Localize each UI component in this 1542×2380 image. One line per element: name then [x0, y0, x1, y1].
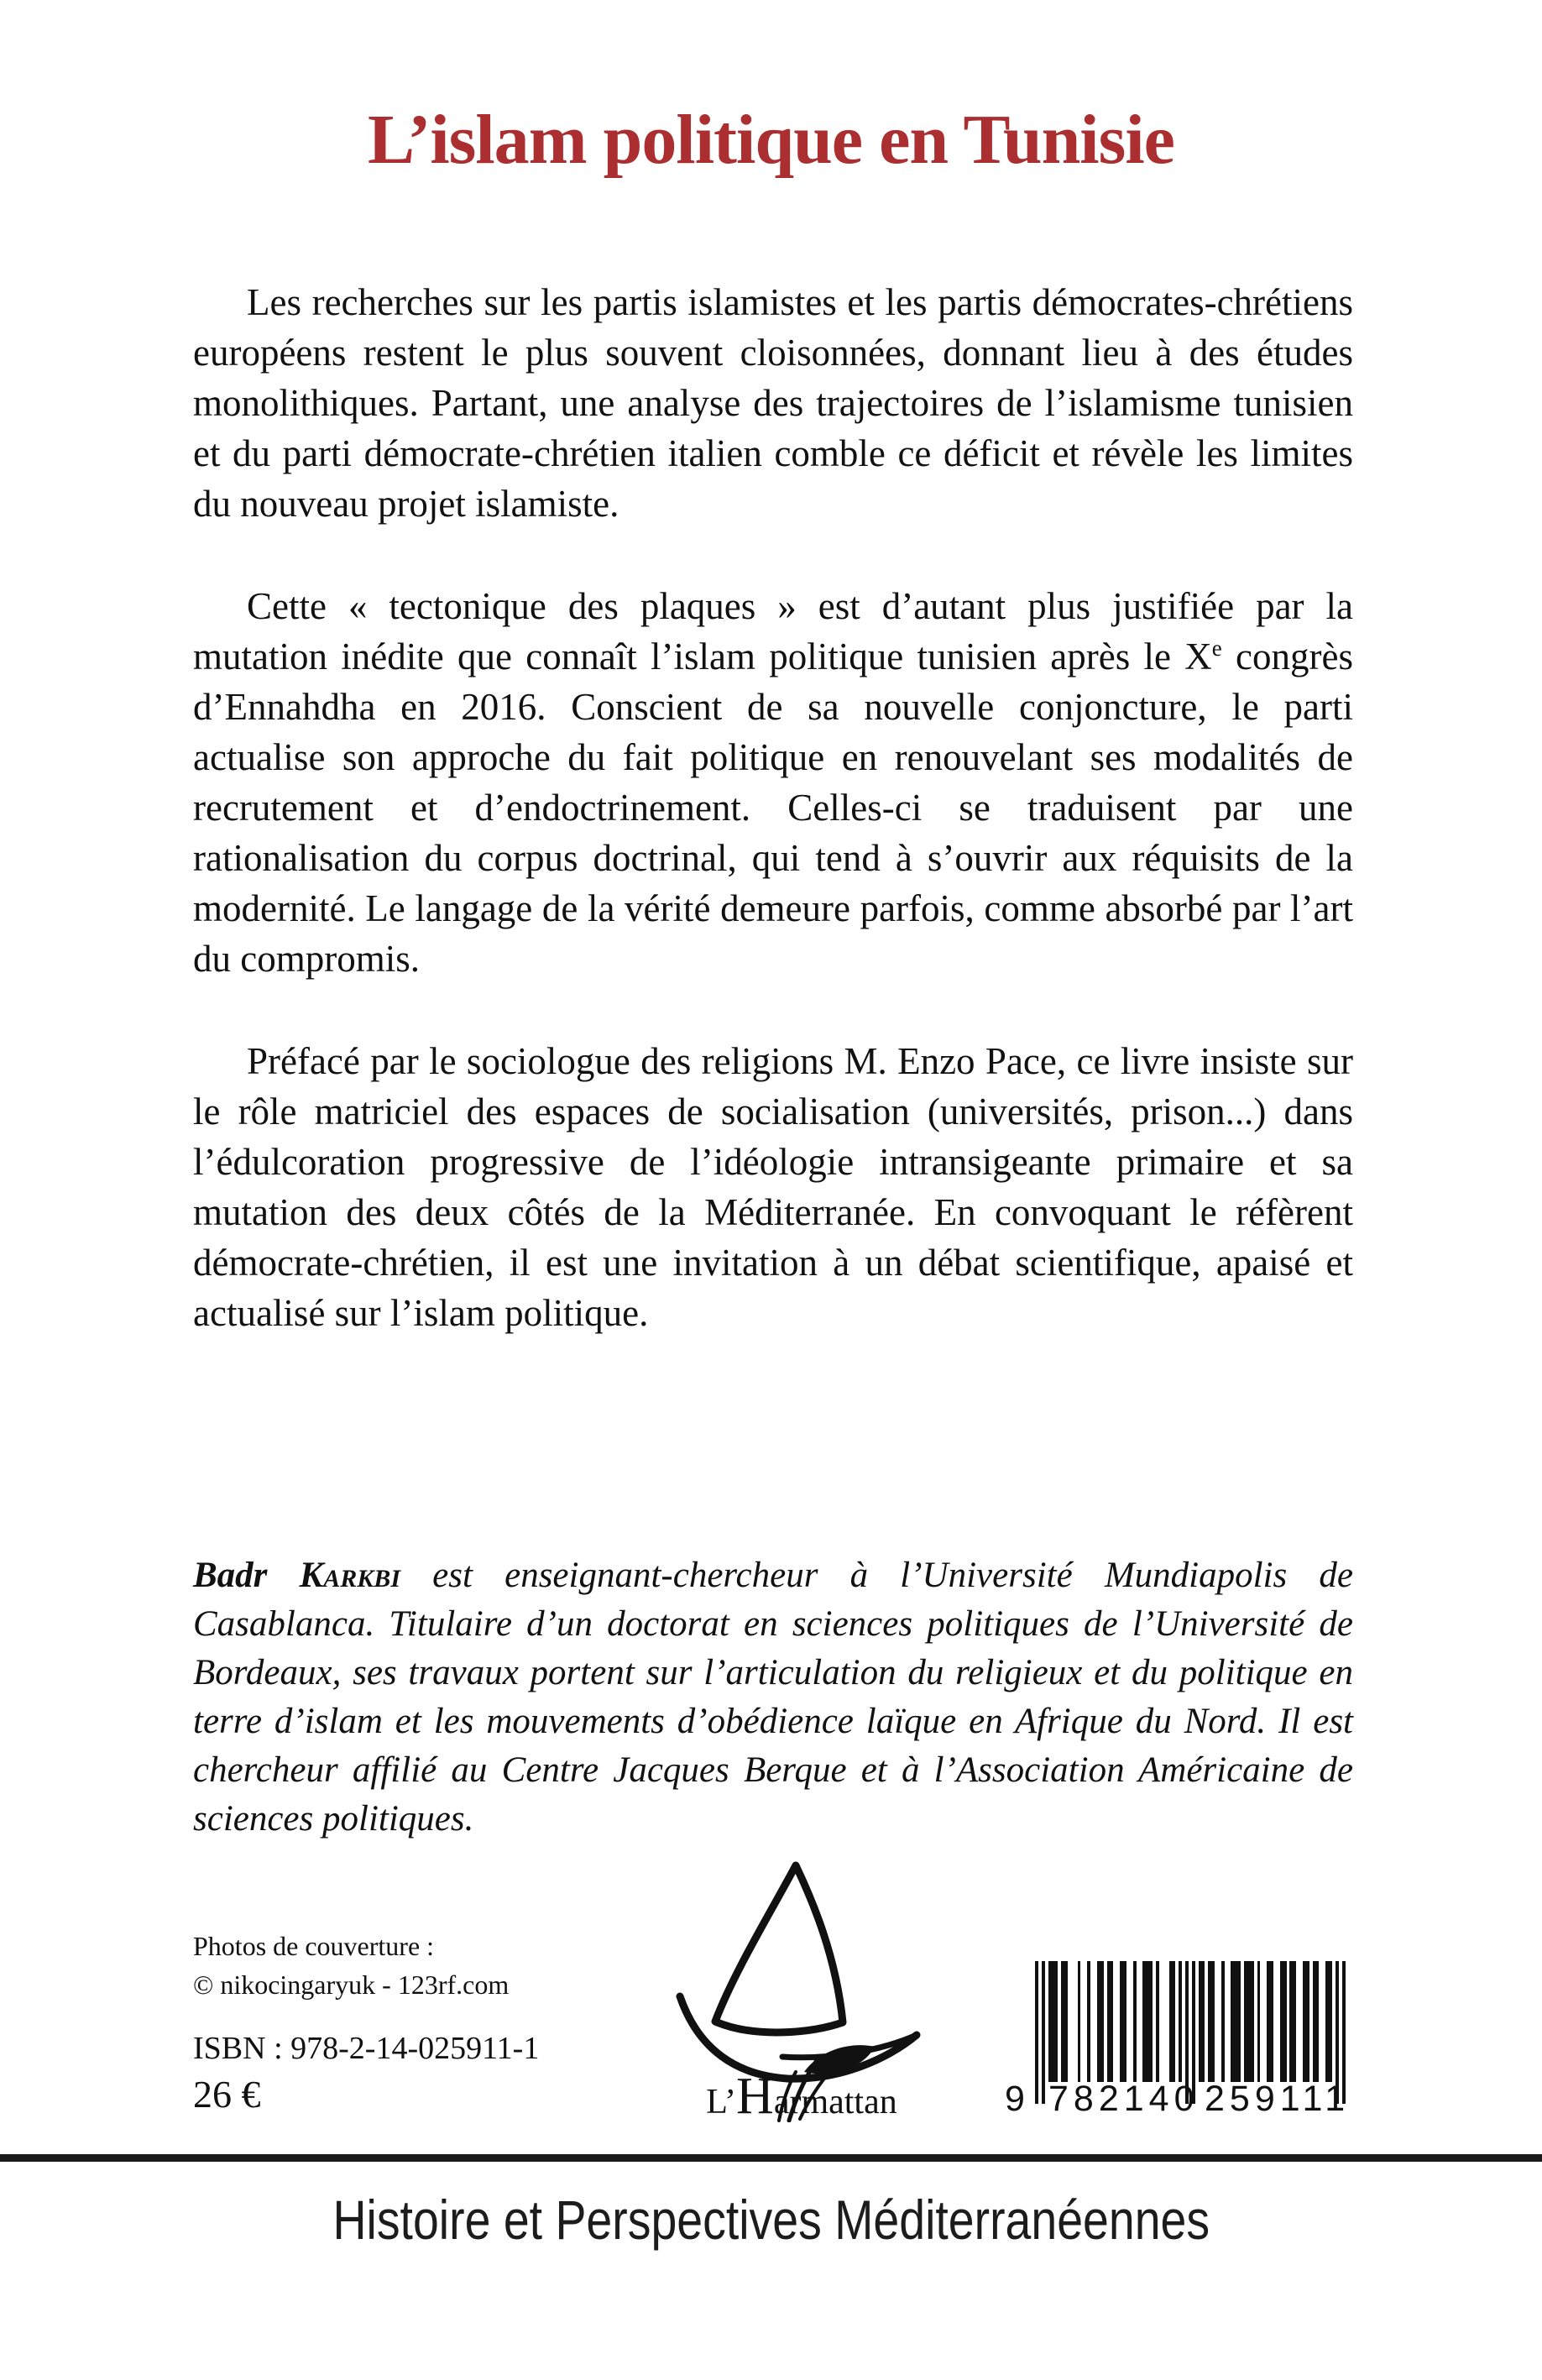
- author-first-name: Badr: [193, 1556, 300, 1595]
- blurb-paragraph-2-text: Cette « tectonique des plaques » est d’autant plus justifiée par la mutation inédite que connaît l’islam politique tunisien après le X: [193, 585, 1353, 677]
- isbn-number: ISBN : 978-2-14-025911-1: [193, 2031, 540, 2066]
- barcode-right-digits: 259111: [1205, 2079, 1351, 2119]
- book-title: L’islam politique en Tunisie: [368, 101, 1174, 179]
- credits-line-2: © nikocingaryuk - 123rf.com: [193, 1969, 510, 2000]
- author-last-name: Karkbi: [299, 1556, 400, 1595]
- series-banner: [0, 2188, 1542, 2252]
- ordinal-superscript: e: [1211, 636, 1222, 661]
- publisher-wordmark-rest: armattan: [773, 2083, 897, 2121]
- barcode-system-digit: 9: [1005, 2079, 1025, 2119]
- credits-line-1: Photos de couverture :: [193, 1931, 435, 1961]
- barcode-left-digits: 782140: [1048, 2079, 1200, 2119]
- publisher-wordmark-initial: H: [736, 2068, 774, 2125]
- publisher-logo: [663, 1857, 940, 2125]
- divider-rule: [0, 2154, 1542, 2162]
- author-bio: [193, 1551, 1353, 1844]
- back-cover-blurb: [193, 277, 1353, 1338]
- author-bio-text: est enseignant-chercheur à l’Université Mundiapolis de Casablanca. Titulaire d’un doctorat en sciences politiques de l’Université de Bordeaux, ses travaux portent sur l’articulation du religieux et du politique en terre d’islam et les mouvements d’obédience laïque en Afrique du Nord. Il est chercheur affilié au Centre Jacques Berque et à l’Association Américaine de sciences politiques.: [193, 1556, 1353, 1839]
- series-title: Histoire et Perspectives Méditerranéennes: [332, 2189, 1210, 2251]
- publisher-wordmark: [663, 2068, 940, 2125]
- ean13-barcode: [1005, 1961, 1351, 2119]
- publisher-wordmark-prefix: L’: [706, 2083, 737, 2121]
- cover-photo-credits: [193, 1927, 509, 2004]
- price: 26 €: [193, 2073, 261, 2116]
- blurb-paragraph-3: Préfacé par le sociologue des religions M. Enzo Pace, ce livre insiste sur le rôle matriciel des espaces de socialisation (universités, prison...) dans l’édulcoration progressive de l’idéologie intransigeante primaire et sa mutation des deux côtés de la Méditerranée. En convoquant le réfèrent démocrate-chrétien, il est une invitation à un débat scientifique, apaisé et actualisé sur l’islam politique.: [193, 1040, 1353, 1334]
- blurb-paragraph-2-text-cont: congrès d’Ennahdha en 2016. Conscient de sa nouvelle conjoncture, le parti actualise son approche du fait politique en renouvelant ses modalités de recrutement et d’endoctrinement. Celles-ci se traduisent par une rationalisation du corpus doctrinal, qui tend à s’ouvrir aux réquisits de la modernité. Le langage de la vérité demeure parfois, comme absorbé par l’art du compromis.: [193, 636, 1353, 980]
- blurb-paragraph-2: [193, 581, 1353, 984]
- blurb-paragraph-1: Les recherches sur les partis islamistes et les partis démocrates-chrétiens européens restent le plus souvent cloisonnées, donnant lieu à des études monolithiques. Partant, une analyse des trajectoires de l’islamisme tunisien et du parti démocrate-chrétien italien comble ce déficit et révèle les limites du nouveau projet islamiste.: [193, 281, 1353, 525]
